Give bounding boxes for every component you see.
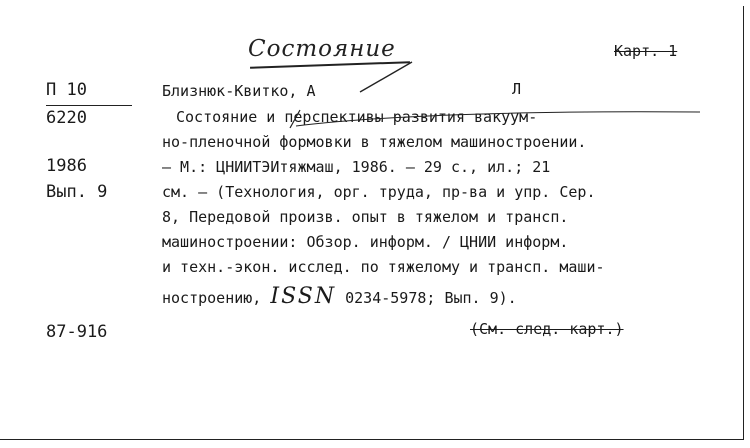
body-line: Состояние и перспективы развития вакуум- xyxy=(176,108,538,126)
subject-heading: Состояние xyxy=(248,36,396,62)
shelf-code-bottom: 6220 xyxy=(46,108,87,128)
issn-label: ISSN xyxy=(270,284,337,309)
author-initial: Л xyxy=(512,80,522,98)
accession-number: 87-916 xyxy=(46,322,108,342)
body-line: но-пленочной формовки в тяжелом машиностроении. xyxy=(162,133,587,151)
shelf-code-top: П 10 xyxy=(46,80,87,100)
body-line: машиностроении: Обзор. информ. / ЦНИИ информ. xyxy=(162,233,569,251)
see-next-card: (См. след. карт.) xyxy=(470,320,624,338)
author: Близнюк-Квитко, А xyxy=(162,82,316,100)
issn-rest: 0234-5978; Вып. 9). xyxy=(345,289,517,307)
body-line: – М.: ЦНИИТЭИтяжмаш, 1986. – 29 с., ил.; 21 xyxy=(162,158,551,176)
year: 1986 xyxy=(46,156,87,176)
body-line: см. – (Технология, орг. труда, пр-ва и упр. Сер. xyxy=(162,183,596,201)
card-number: Карт. 1 xyxy=(614,42,678,60)
body-line: 8, Передовой произв. опыт в тяжелом и трансп. xyxy=(162,208,569,226)
body-line: и техн.-экон. исслед. по тяжелому и трансп. маши- xyxy=(162,258,605,276)
body-line-start: ностроению, xyxy=(162,289,262,307)
issue: Вып. 9 xyxy=(46,182,108,202)
